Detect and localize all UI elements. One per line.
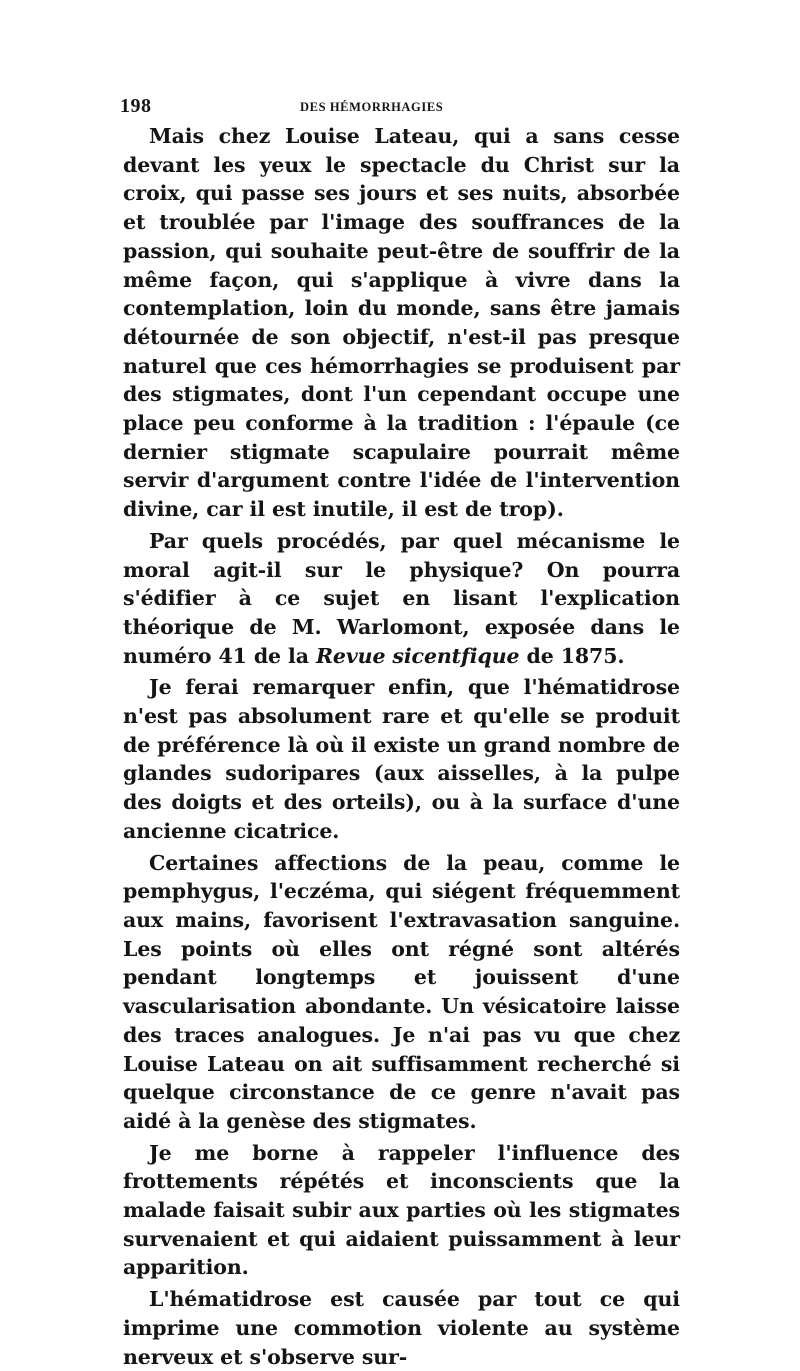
paragraph-6: L'hématidrose est causée par tout ce qui imprime une commotion violente au système nerveux et s'observe sur- <box>123 1287 680 1369</box>
paragraph-3: Je ferai remarquer enfin, que l'hématidrose n'est pas absolument rare et qu'elle se produit de préférence là où il existe un grand nombre de glandes sudoripares (aux aisselles, à la pulpe des doigts et des orteils), ou à la surface d'une ancienne cicatrice. <box>123 675 680 843</box>
journal-title: Revue sicentfique <box>315 643 520 668</box>
page-number: 198 <box>120 95 152 117</box>
paragraph-4: Certaines affections de la peau, comme le pemphygus, l'eczéma, qui siégent fréquemment aux mains, favorisent l'extravasation sanguine. Les points où elles ont régné sont altérés pendant longtemps et jouissent d'une vascularisation abondante. Un vésicatoire laisse des traces analogues. Je n'ai pas vu que chez Louise Lateau on ait suffisamment recherché si quelque circonstance de ce genre n'avait pas aidé à la genèse des stigmates. <box>123 850 680 1133</box>
paragraph-1: Mais chez Louise Lateau, qui a sans cesse devant les yeux le spectacle du Christ sur la croix, qui passe ses jours et ses nuits, absorbée et troublée par l'image des souffrances de la passion, qui souhaite peut-être de souffrir de la même façon, qui s'applique à vivre dans la contemplation, loin du monde, sans être jamais détournée de son objectif, n'est-il pas presque naturel que ces hémorrhagies se produisent par des stigmates, dont l'un cependant occupe une place peu conforme à la tradition : l'épaule (ce dernier stigmate scapulaire pourrait même servir d'argument contre l'idée de l'intervention divine, car il est inutile, il est de trop). <box>123 124 680 522</box>
running-title: DES HÉMORRHAGIES <box>300 100 444 114</box>
paragraph-2-text-after: de 1875. <box>519 643 625 668</box>
paragraph-2 <box>123 527 680 671</box>
paragraph-2-text-before: Par quels procédés, par quel mécanisme le moral agit-il sur le physique? On pourra s'édifier à ce sujet en lisant l'explication théorique de M. Warlomont, exposée dans le numéro 41 de la <box>123 528 680 668</box>
running-head <box>120 94 680 120</box>
body-text <box>123 122 680 1371</box>
paragraph-5: Je me borne à rappeler l'influence des frottements répétés et inconscients que la malade faisait subir aux parties où les stigmates survenaient et qui aidaient puissamment à leur apparition. <box>123 1140 680 1280</box>
